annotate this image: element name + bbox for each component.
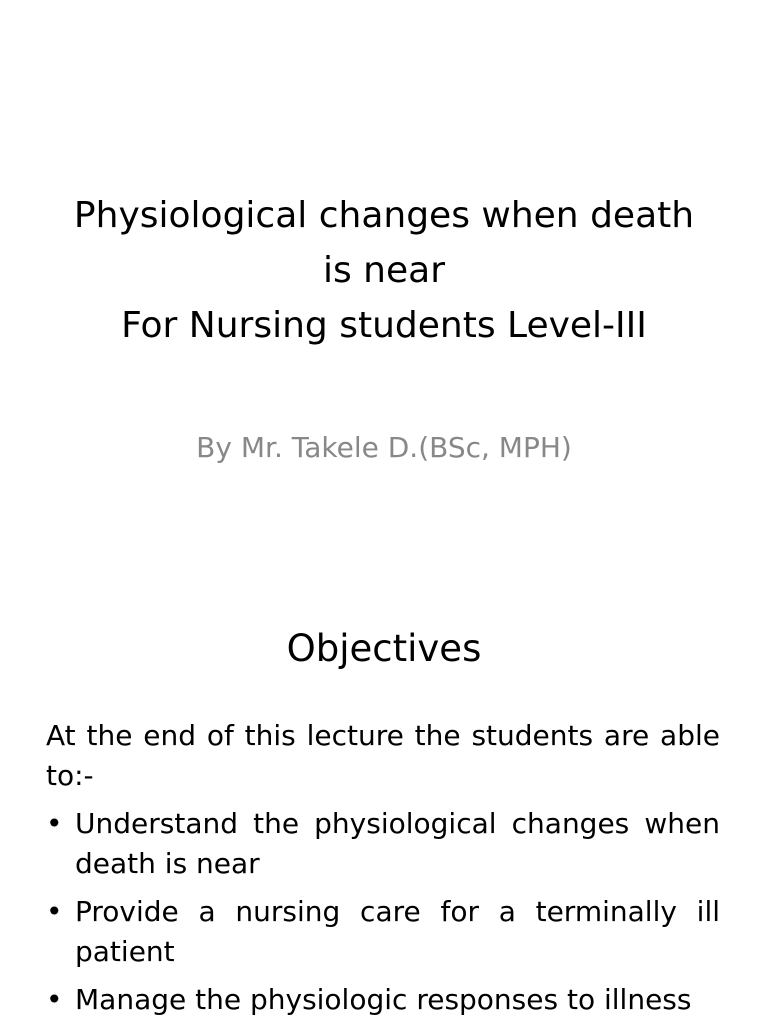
- list-item-text: Understand the physiological changes when death is near: [75, 807, 720, 880]
- list-item: [46, 892, 720, 972]
- list-item: [46, 980, 720, 1020]
- objectives-body: [46, 716, 720, 1028]
- title-line: is near: [322, 250, 446, 291]
- title-line: For Nursing students Level-III: [121, 305, 647, 346]
- list-item-text: Manage the physiologic responses to illness: [75, 983, 692, 1016]
- bullet-icon: •: [46, 807, 63, 840]
- slide-title: [40, 188, 728, 353]
- author-subtitle: By Mr. Takele D.(BSc, MPH): [196, 431, 572, 464]
- objectives-heading: Objectives: [286, 627, 482, 670]
- list-item-text: Provide a nursing care for a terminally ill patient: [75, 895, 720, 968]
- list-item: [46, 804, 720, 884]
- bullet-icon: •: [46, 895, 63, 928]
- objectives-intro: At the end of this lecture the students are able to:-: [46, 719, 720, 792]
- title-line: Physiological changes when death: [73, 195, 695, 236]
- objectives-list: [46, 804, 720, 1020]
- bullet-icon: •: [46, 983, 63, 1016]
- objectives-slide: [0, 576, 768, 1024]
